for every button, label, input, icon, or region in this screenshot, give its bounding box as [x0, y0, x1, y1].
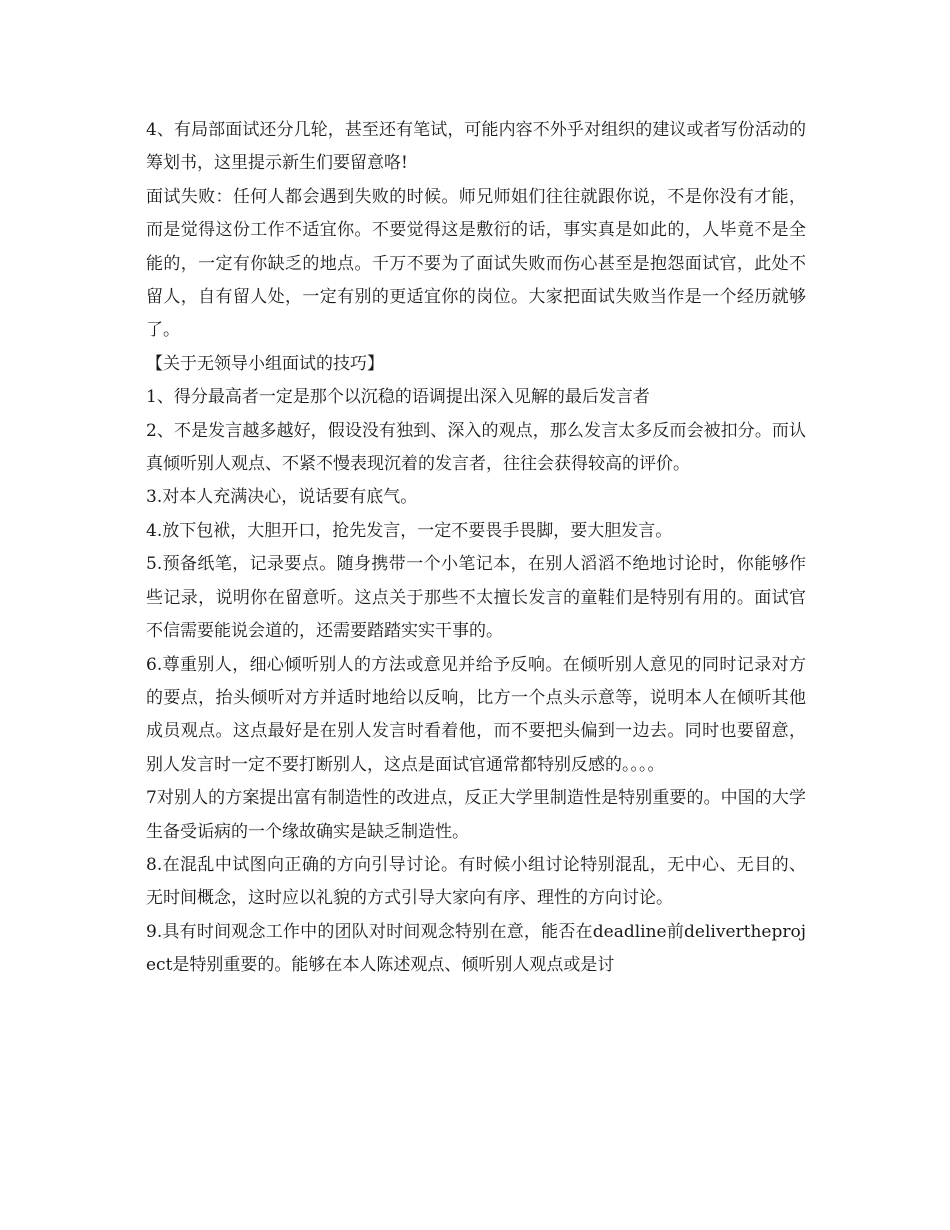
paragraph-tip-9: 9.具有时间观念工作中的团队对时间观念特别在意，能否在deadline前delivertheproject是特别重要的。能够在本人陈述观点、倾听别人观点或是讨: [146, 921, 806, 976]
paragraph-tip-4: 4.放下包袱，大胆开口，抢先发言，一定不要畏手畏脚，要大胆发言。: [146, 520, 673, 541]
paragraph-tip-7: 7对别人的方案提出富有制造性的改进点，反正大学里制造性是特别重要的。中国的大学生备受诟病的一个缘故确实是缺乏制造性。: [146, 788, 806, 842]
paragraph-tip-8: 8.在混乱中试图向正确的方向引导讨论。有时候小组讨论特别混乱，无中心、无目的、无时间概念，这时应以礼貌的方式引导大家向有序、理性的方向讨论。: [146, 854, 806, 909]
paragraph-tip-1: 1、得分最高者一定是那个以沉稳的语调提出深入见解的最后发言者: [146, 387, 650, 408]
paragraph-tip-3: 3.对本人充满决心，说话要有底气。: [146, 487, 418, 508]
paragraph-tip-5: 5.预备纸笔，记录要点。随身携带一个小笔记本，在别人滔滔不绝地讨论时，你能够作些记录，说明你在留意听。这点关于那些不太擅长发言的童鞋们是特别有用的。面试官不信需要能说会道的，还需要踏踏实实干事的。: [146, 554, 806, 642]
paragraph-tip-6: 6.尊重别人，细心倾听别人的方法或意见并给予反响。在倾听别人意见的同时记录对方的要点，抬头倾听对方并适时地给以反响，比方一个点头示意等，说明本人在倾听其他成员观点。这点最好是在别人发言时看着他，而不要把头偏到一边去。同时也要留意，别人发言时一定不要打断别人，这点是面试官通常都特别反感的。。。。: [146, 654, 806, 775]
document-body: [146, 114, 806, 983]
paragraph-interview-rounds: 4、有局部面试还分几轮，甚至还有笔试，可能内容不外乎对组织的建议或者写份活动的筹划书，这里提示新生们要留意咯!: [146, 120, 806, 174]
paragraph-interview-failure: 面试失败：任何人都会遇到失败的时候。师兄师姐们往往就跟你说，不是你没有才能，而是觉得这份工作不适宜你。不要觉得这是敷衍的话，事实真是如此的，人毕竟不是全能的，一定有你缺乏的地点。千万不要为了面试失败而伤心甚至是抱怨面试官，此处不留人，自有留人处，一定有别的更适宜你的岗位。大家把面试失败当作是一个经历就够了。: [146, 186, 806, 341]
paragraph-tip-2: 2、不是发言越多越好，假设没有独到、深入的观点，那么发言太多反而会被扣分。而认真倾听别人观点、不紧不慢表现沉着的发言者，往往会获得较高的评价。: [146, 420, 806, 475]
section-heading-leaderless-group: 【关于无领导小组面试的技巧】: [146, 353, 384, 374]
